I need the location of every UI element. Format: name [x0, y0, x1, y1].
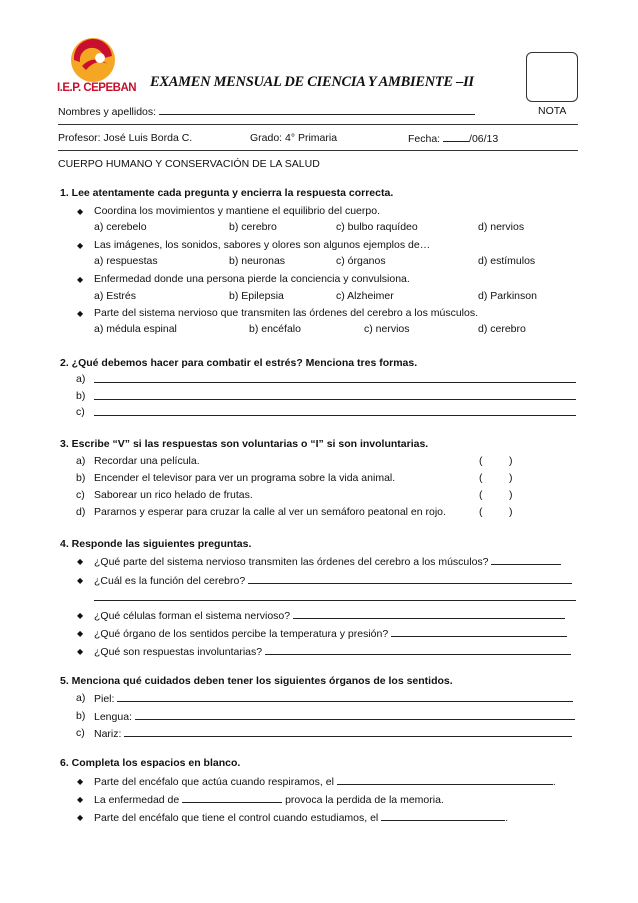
q1-question: Enfermedad donde una persona pierde la conciencia y convulsiona. — [94, 273, 410, 285]
option-d[interactable]: d) nervios — [478, 221, 525, 233]
answer-line-continued[interactable] — [94, 591, 576, 601]
q1-question: Coordina los movimientos y mantiene el equilibrio del cuerpo. — [94, 205, 380, 217]
option-c[interactable]: c) nervios — [364, 323, 410, 335]
answer-line-c[interactable] — [94, 406, 576, 416]
q5-field: Piel: — [94, 692, 573, 705]
bullet-icon: ◆ — [77, 777, 84, 786]
item-label: c) — [76, 489, 85, 501]
option-a[interactable]: a) Estrés — [94, 290, 137, 302]
item-text: Saborear un rico helado de frutas. — [94, 489, 253, 501]
answer-line[interactable] — [124, 727, 572, 737]
option-c[interactable]: c) Alzheimer — [336, 290, 394, 302]
question-4-title: 4. Responde las siguientes preguntas. — [60, 538, 252, 550]
option-a[interactable]: a) cerebelo — [94, 221, 147, 233]
q6-sentence: Parte del encéfalo que tiene el control cuando estudiamos, el . — [94, 812, 509, 824]
item-text: Encender el televisor para ver un programa sobre la vida animal. — [94, 472, 396, 484]
q1-question: Parte del sistema nervioso que transmiten las órdenes del cerebro a los músculos. — [94, 307, 479, 319]
section-title: CUERPO HUMANO Y CONSERVACIÓN DE LA SALUD — [58, 158, 320, 170]
fill-blank[interactable] — [381, 811, 505, 821]
answer-line[interactable] — [135, 710, 575, 720]
paren-open: ( — [479, 506, 483, 518]
bullet-icon: ◆ — [77, 813, 84, 822]
grade-box[interactable] — [526, 52, 578, 102]
bullet-icon: ◆ — [77, 241, 84, 250]
bullet-icon: ◆ — [77, 629, 84, 638]
option-a[interactable]: a) médula espinal — [94, 323, 177, 335]
date-label: Fecha: — [408, 133, 444, 145]
date-suffix: /06/13 — [469, 133, 499, 145]
paren-close: ) — [509, 455, 513, 467]
option-d[interactable]: d) estímulos — [478, 255, 536, 267]
fill-blank[interactable] — [337, 775, 553, 785]
answer-line[interactable] — [117, 692, 573, 702]
answer-line[interactable] — [391, 627, 567, 637]
paren-close: ) — [509, 506, 513, 518]
date-day-field[interactable] — [443, 132, 469, 142]
answer-line-a[interactable] — [94, 373, 576, 383]
divider — [58, 150, 578, 151]
paren-open: ( — [479, 455, 483, 467]
q1-question: Las imágenes, los sonidos, sabores y olores son algunos ejemplos de… — [94, 239, 431, 251]
bullet-icon: ◆ — [77, 795, 84, 804]
paren-close: ) — [509, 489, 513, 501]
q4-question: ¿Qué parte del sistema nervioso transmiten las órdenes del cerebro a los músculos? — [94, 555, 561, 568]
exam-title: EXAMEN MENSUAL DE CIENCIA Y AMBIENTE –II — [150, 74, 474, 90]
fill-blank[interactable] — [182, 793, 282, 803]
option-d[interactable]: d) cerebro — [478, 323, 526, 335]
names-row — [58, 105, 475, 118]
item-label: b) — [76, 710, 86, 722]
q5-field: Lengua: — [94, 710, 575, 723]
date — [408, 132, 498, 145]
item-label: a) — [76, 455, 86, 467]
item-label: b) — [76, 472, 86, 484]
bullet-icon: ◆ — [77, 576, 84, 585]
question-6-title: 6. Completa los espacios en blanco. — [60, 757, 241, 769]
q4-question: ¿Qué células forman el sistema nervioso? — [94, 609, 565, 622]
item-label: c) — [76, 727, 85, 739]
answer-line-b[interactable] — [94, 390, 576, 400]
names-label: Nombres y apellidos: — [58, 106, 159, 118]
q4-question: ¿Qué son respuestas involuntarias? — [94, 645, 571, 658]
q5-field: Nariz: — [94, 727, 572, 740]
question-2-title: 2. ¿Qué debemos hacer para combatir el estrés? Menciona tres formas. — [60, 357, 418, 369]
option-d[interactable]: d) Parkinson — [478, 290, 537, 302]
option-c[interactable]: c) órganos — [336, 255, 386, 267]
bullet-icon: ◆ — [77, 309, 84, 318]
answer-line[interactable] — [248, 574, 572, 584]
q6-sentence: Parte del encéfalo que actúa cuando respiramos, el . — [94, 776, 556, 788]
teacher-name: Profesor: José Luis Borda C. — [58, 132, 193, 144]
option-a[interactable]: a) respuestas — [94, 255, 158, 267]
bullet-icon: ◆ — [77, 647, 84, 656]
question-3-title: 3. Escribe “V” si las respuestas son voluntarias o “I” si son involuntarias. — [60, 438, 429, 450]
answer-label: a) — [76, 373, 86, 385]
divider — [58, 124, 578, 125]
bullet-icon: ◆ — [77, 611, 84, 620]
question-5-title: 5. Menciona qué cuidados deben tener los siguientes órganos de los sentidos. — [60, 675, 453, 687]
q4-question: ¿Qué órgano de los sentidos percibe la temperatura y presión? — [94, 627, 567, 640]
question-1-title: 1. Lee atentamente cada pregunta y encierra la respuesta correcta. — [60, 187, 394, 199]
answer-line[interactable] — [265, 645, 571, 655]
answer-label: b) — [76, 390, 86, 402]
option-c[interactable]: c) bulbo raquídeo — [336, 221, 418, 233]
item-label: d) — [76, 506, 86, 518]
item-label: a) — [76, 692, 86, 704]
bullet-icon: ◆ — [77, 557, 84, 566]
option-b[interactable]: b) neuronas — [229, 255, 286, 267]
school-logo — [57, 36, 137, 100]
answer-line[interactable] — [293, 609, 565, 619]
option-b[interactable]: b) cerebro — [229, 221, 277, 233]
logo-text: I.E.P. CEPEBAN — [57, 82, 137, 94]
bullet-icon: ◆ — [77, 207, 84, 216]
bullet-icon: ◆ — [77, 275, 84, 284]
nota-label: NOTA — [538, 105, 567, 117]
grade-level: Grado: 4° Primaria — [250, 132, 338, 144]
q6-sentence: La enfermedad de provoca la perdida de la memoria. — [94, 794, 444, 806]
q4-question: ¿Cuál es la función del cerebro? — [94, 574, 572, 587]
answer-line[interactable] — [491, 555, 561, 565]
paren-open: ( — [479, 489, 483, 501]
names-field[interactable] — [159, 105, 475, 115]
item-text: Pararnos y esperar para cruzar la calle al ver un semáforo peatonal en rojo. — [94, 506, 446, 518]
paren-open: ( — [479, 472, 483, 484]
item-text: Recordar una película. — [94, 455, 200, 467]
paren-close: ) — [509, 472, 513, 484]
answer-label: c) — [76, 406, 85, 418]
option-b[interactable]: b) Epilepsia — [229, 290, 284, 302]
option-b[interactable]: b) encéfalo — [249, 323, 301, 335]
